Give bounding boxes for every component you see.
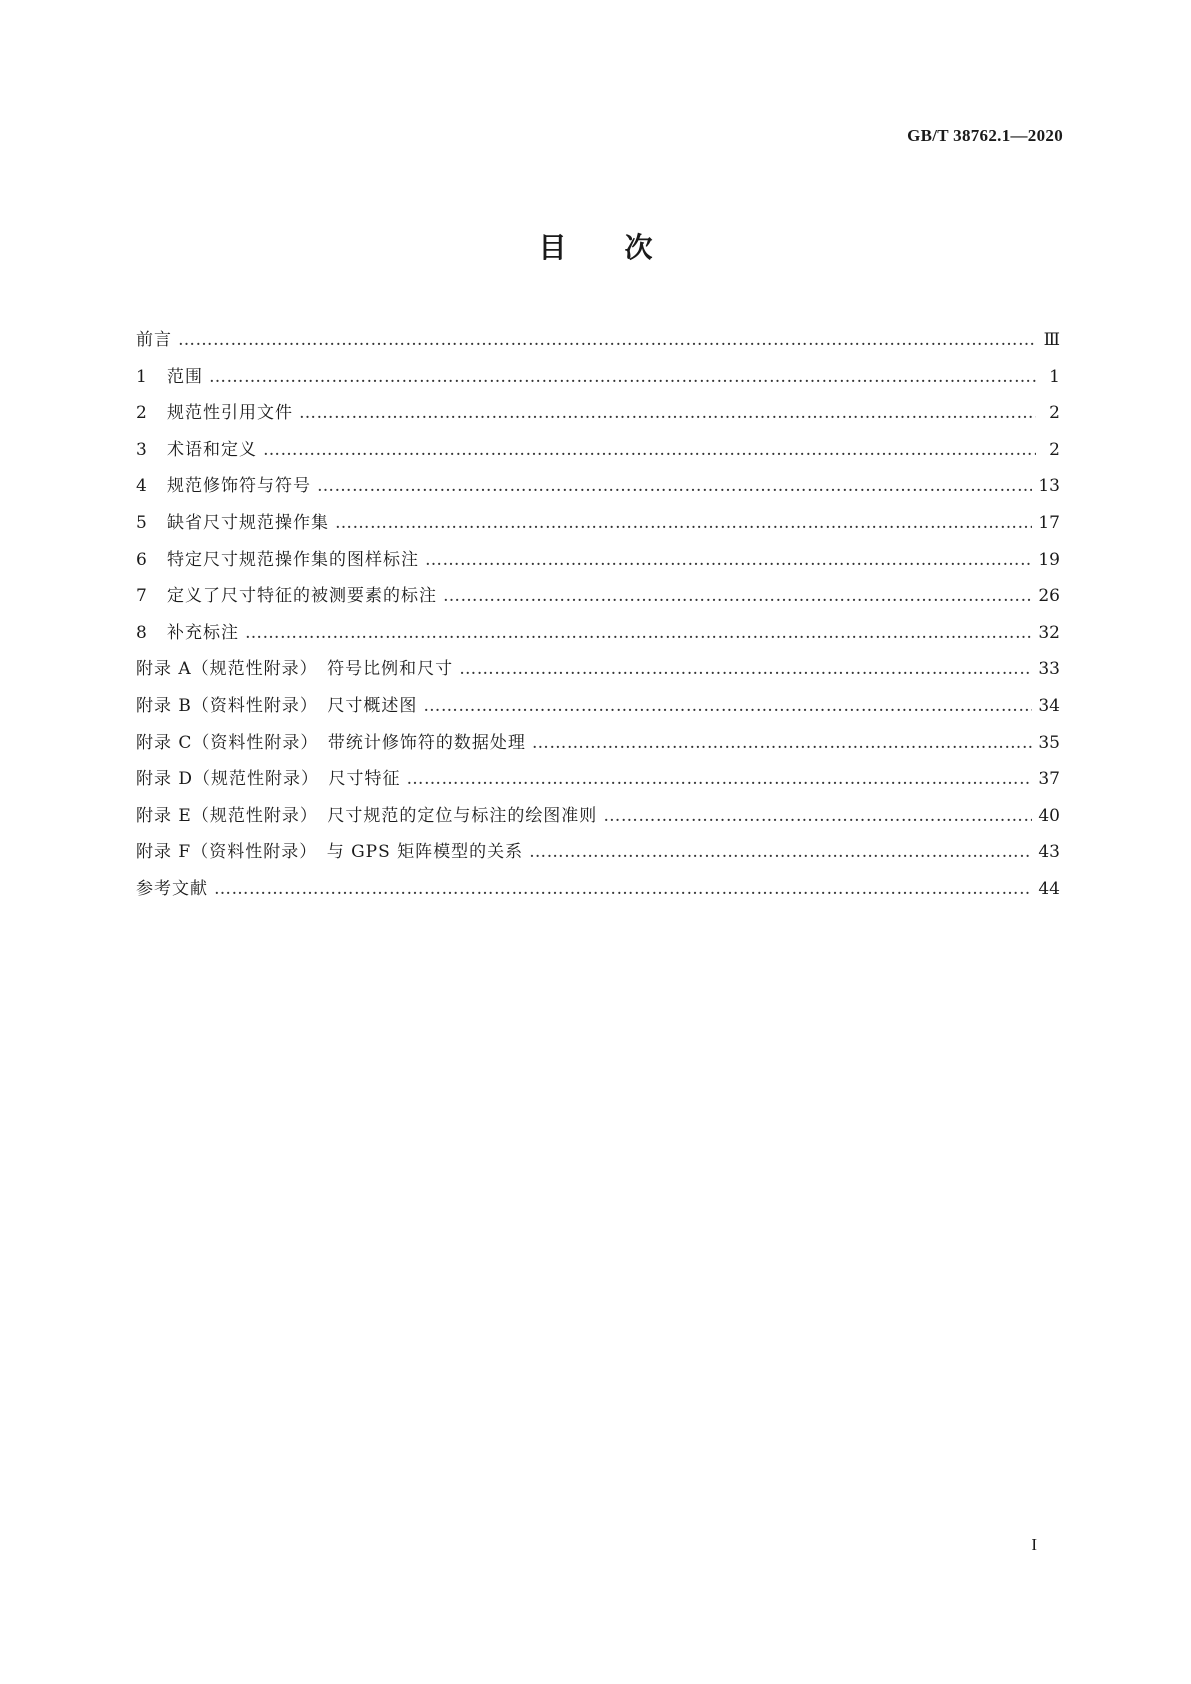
toc-dot-leader (459, 659, 1032, 679)
toc-entry-label: 范围 (167, 366, 203, 387)
toc-entry[interactable] (136, 618, 1060, 655)
toc-entry-number: 1 (136, 366, 147, 387)
toc-entry-label: 缺省尺寸规范操作集 (167, 512, 329, 533)
toc-entry-label: 附录 D（规范性附录） 尺寸特征 (136, 769, 401, 790)
toc-entry-label: 参考文献 (136, 878, 208, 899)
toc-dot-leader (603, 806, 1032, 826)
toc-entry-number: 7 (136, 586, 147, 607)
toc-entry-label: 前言 (136, 330, 172, 350)
toc-dot-leader (529, 842, 1032, 862)
toc-entry-label: 附录 C（资料性附录） 带统计修饰符的数据处理 (136, 732, 526, 753)
toc-title: 目次 (538, 231, 711, 264)
toc-entry[interactable] (136, 764, 1060, 801)
toc-dot-leader (317, 476, 1032, 496)
standard-code: GB/T 38762.1—2020 (907, 126, 1063, 145)
toc-entry[interactable] (136, 691, 1060, 728)
toc-entry[interactable] (136, 362, 1060, 399)
toc-entry[interactable] (136, 728, 1060, 765)
toc-entry-page: 37 (1038, 769, 1060, 790)
toc-dot-leader (425, 550, 1032, 570)
toc-entry-page: 26 (1038, 586, 1060, 607)
toc-entry-label: 规范修饰符与符号 (167, 476, 311, 497)
toc-entry-page: 17 (1038, 512, 1060, 533)
table-of-contents (136, 325, 1060, 911)
toc-entry-page: 35 (1038, 732, 1060, 753)
toc-entry-page: 13 (1038, 476, 1060, 497)
toc-entry-page: 44 (1038, 878, 1060, 899)
toc-entry-label: 规范性引用文件 (167, 403, 293, 424)
toc-entry-page: 33 (1038, 659, 1060, 680)
toc-entry-label: 附录 A（规范性附录） 符号比例和尺寸 (136, 659, 454, 680)
toc-entry[interactable] (136, 837, 1060, 874)
toc-dot-leader (423, 696, 1032, 716)
toc-entry-label: 特定尺寸规范操作集的图样标注 (167, 549, 419, 570)
page-number: I (1031, 1535, 1037, 1554)
toc-entry-page: 43 (1038, 842, 1060, 863)
toc-entry-page: Ⅲ (1043, 330, 1060, 350)
toc-entry-label: 定义了尺寸特征的被测要素的标注 (167, 586, 437, 607)
toc-entry-page: 40 (1038, 805, 1060, 826)
toc-entry-page: 19 (1038, 549, 1060, 570)
toc-entry[interactable] (136, 435, 1060, 472)
toc-entry-label: 补充标注 (167, 622, 239, 643)
toc-entry-label: 附录 F（资料性附录） 与 GPS 矩阵模型的关系 (136, 842, 524, 863)
toc-entry-number: 4 (136, 476, 147, 497)
toc-dot-leader (407, 769, 1033, 789)
toc-entry-page: 1 (1049, 366, 1060, 387)
toc-entry[interactable] (136, 874, 1060, 911)
toc-dot-leader (263, 440, 1036, 460)
toc-dot-leader (532, 733, 1032, 753)
toc-entry-number: 6 (136, 549, 147, 570)
toc-dot-leader (214, 879, 1032, 899)
toc-dot-leader (443, 586, 1032, 606)
toc-entry-page: 32 (1038, 622, 1060, 643)
toc-entry-page: 2 (1049, 439, 1060, 460)
toc-entry-page: 2 (1049, 403, 1060, 424)
toc-dot-leader (209, 367, 1036, 387)
toc-entry-page: 34 (1038, 695, 1060, 716)
toc-entry[interactable] (136, 545, 1060, 582)
toc-entry[interactable] (136, 581, 1060, 618)
toc-entry[interactable] (136, 654, 1060, 691)
toc-entry-number: 2 (136, 403, 147, 424)
toc-entry[interactable] (136, 801, 1060, 838)
toc-entry[interactable] (136, 325, 1060, 362)
toc-entry[interactable] (136, 471, 1060, 508)
toc-entry-label: 术语和定义 (167, 439, 257, 460)
toc-entry[interactable] (136, 508, 1060, 545)
toc-dot-leader (178, 330, 1036, 350)
toc-entry-number: 3 (136, 439, 147, 460)
toc-entry-label: 附录 E（规范性附录） 尺寸规范的定位与标注的绘图准则 (136, 805, 598, 826)
toc-dot-leader (335, 513, 1032, 533)
toc-dot-leader (245, 623, 1032, 643)
toc-entry-number: 5 (136, 512, 147, 533)
toc-entry-number: 8 (136, 622, 147, 643)
toc-entry-label: 附录 B（资料性附录） 尺寸概述图 (136, 695, 418, 716)
toc-dot-leader (299, 403, 1036, 423)
toc-entry[interactable] (136, 398, 1060, 435)
